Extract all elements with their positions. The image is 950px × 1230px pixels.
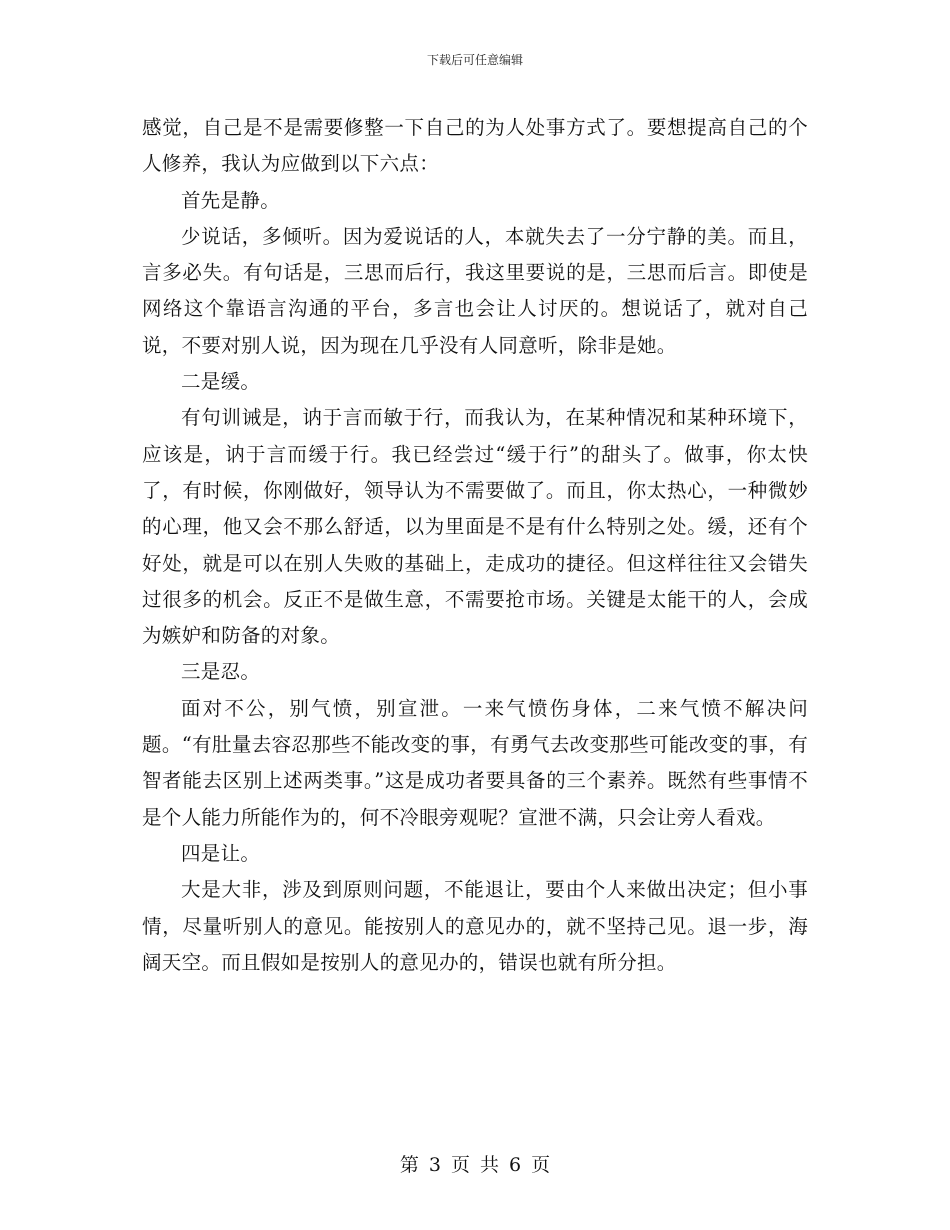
paragraph-slow: 有句训诫是，讷于言而敏于行，而我认为，在某种情况和某种环境下，应该是，讷于言而缓于行。我已经尝过“缓于行”的甜头了。做事，你太快了，有时候，你刚做好，领导认为不需要做了。而且，你太热心，一种微妙的心理，他又会不那么舒适，以为里面是不是有什么特别之处。缓，还有个好处，就是可以在别人失败的基础上，走成功的捷径。但这样往往又会错失过很多的机会。反正不是做生意，不需要抢市场。关键是太能干的人，会成为嫉妒和防备的对象。 <box>142 406 808 648</box>
heading-second-slow: 二是缓。 <box>181 370 261 394</box>
paragraph-intro-continuation: 感觉，自己是不是需要修整一下自己的为人处事方式了。要想提高自己的个人修养，我认为应做到以下六点： <box>142 116 808 176</box>
paragraph-patience: 面对不公，别气愤，别宣泄。一来气愤伤身体，二来气愤不解决问题。“有肚量去容忍那些不能改变的事，有勇气去改变那些可能改变的事，有智者能去区别上述两类事。”这是成功者要具备的三个素养。既然有些事情不是个人能力所能作为的，何不冷眼旁观呢？宣泄不满，只会让旁人看戏。 <box>142 696 808 829</box>
heading-fourth-yield: 四是让。 <box>181 841 261 865</box>
page-header: 下载后可任意编辑 <box>426 53 523 67</box>
page-number-footer: 第 3 页 共 6 页 <box>399 1154 551 1176</box>
heading-first-quiet: 首先是静。 <box>181 188 281 212</box>
paragraph-yield: 大是大非，涉及到原则问题，不能退让，要由个人来做出决定；但小事情，尽量听别人的意见。能按别人的意见办的，就不坚持己见。退一步，海阔天空。而且假如是按别人的意见办的，错误也就有所分担。 <box>142 878 808 974</box>
heading-third-patience: 三是忍。 <box>181 660 261 684</box>
document-body <box>142 110 808 981</box>
paragraph-quiet: 少说话，多倾听。因为爱说话的人，本就失去了一分宁静的美。而且，言多必失。有句话是，三思而后行，我这里要说的是，三思而后言。即使是网络这个靠语言沟通的平台，多言也会让人讨厌的。想说话了，就对自己说，不要对别人说，因为现在几乎没有人同意听，除非是她。 <box>142 224 808 357</box>
